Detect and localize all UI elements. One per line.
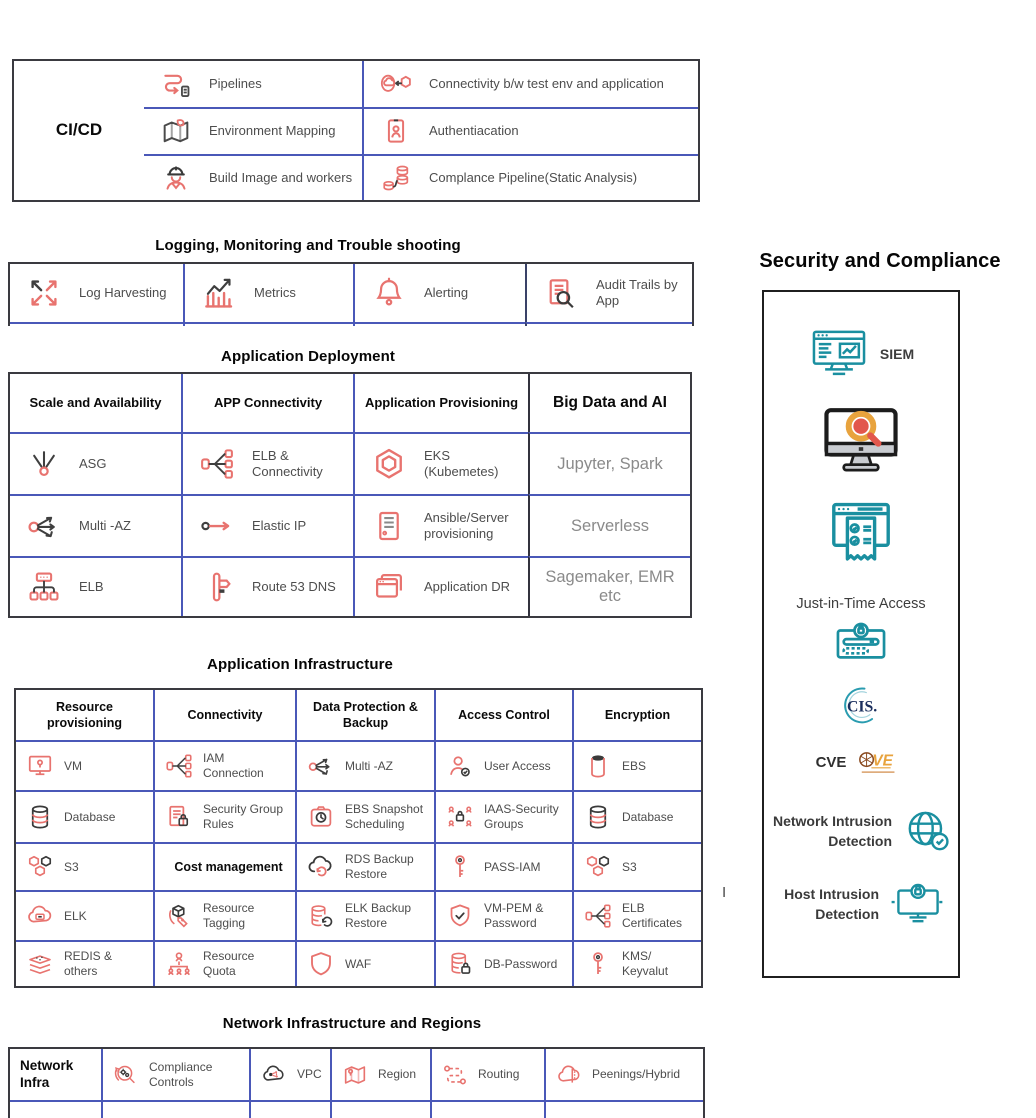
column-header: Encryption — [572, 690, 701, 740]
divider — [10, 322, 183, 326]
log-harvesting-icon — [25, 274, 63, 312]
resource-quota-icon — [164, 949, 194, 979]
routing-icon — [441, 1061, 469, 1089]
jit-login-item — [764, 618, 958, 666]
cell-label: Alerting — [424, 284, 469, 300]
table-cell — [572, 940, 701, 986]
cicd-label: CI/CD — [55, 120, 103, 140]
cell-label: Resource Quota — [203, 949, 255, 978]
cis-item — [764, 684, 958, 726]
table-cell — [330, 1049, 430, 1100]
app-deployment-section-title: Application Deployment — [221, 348, 395, 365]
authentication-icon — [379, 114, 413, 148]
table-cell — [572, 740, 701, 790]
compliance-checklist-icon — [829, 500, 893, 568]
eks-icon — [370, 445, 408, 483]
compliance-checklist-item — [764, 500, 958, 568]
table-cell — [144, 154, 362, 200]
cell-label: Compliance Controls — [149, 1059, 213, 1089]
cell-label: Audit Trails by App — [596, 276, 678, 308]
connectivity-test-icon — [379, 67, 413, 101]
logging-table — [8, 262, 694, 326]
column-header: APP Connectivity — [181, 374, 353, 432]
cell-label: VM — [64, 758, 82, 773]
table-cell — [572, 890, 701, 940]
table-cell — [434, 740, 572, 790]
cell-label: Complance Pipeline(Static Analysis) — [429, 169, 638, 185]
app-infrastructure-grid — [16, 690, 701, 986]
divider — [101, 1100, 249, 1118]
compliance-pipeline-icon — [379, 161, 413, 195]
divider — [544, 1100, 703, 1118]
divider — [183, 322, 353, 326]
table-cell — [153, 790, 295, 842]
cell-label: ASG — [79, 455, 107, 471]
table-cell: Cost management — [153, 842, 295, 890]
cell-label: Log Harvesting — [79, 284, 167, 300]
column-header: Resource provisioning — [47, 699, 122, 730]
redis-icon — [25, 949, 55, 979]
cell-label: EBS Snapshot Scheduling — [345, 802, 424, 831]
table-cell — [153, 890, 295, 940]
table-cell — [181, 432, 353, 494]
cell-label: VPC — [297, 1067, 322, 1081]
application-dr-icon — [370, 568, 408, 606]
elk-backup-icon — [306, 901, 336, 931]
database-icon — [583, 802, 613, 832]
table-cell — [16, 842, 153, 890]
cell-label: VM-PEM & Password — [484, 901, 544, 930]
table-cell — [183, 264, 353, 322]
cis-logo — [835, 684, 887, 726]
cell-label: ELB Certificates — [622, 901, 683, 930]
multi-az-icon — [25, 507, 63, 545]
kms-icon — [583, 949, 613, 979]
table-cell — [430, 1049, 544, 1100]
cell-label: Pipelines — [209, 76, 262, 92]
cell-label: WAF — [345, 956, 372, 971]
table-cell — [434, 842, 572, 890]
cell-label: PASS-IAM — [484, 859, 541, 874]
region-icon — [341, 1061, 369, 1089]
table-cell — [295, 890, 434, 940]
database-icon — [25, 802, 55, 832]
divider — [430, 1100, 544, 1118]
peerings-icon — [555, 1061, 583, 1089]
table-cell — [249, 1049, 330, 1100]
cell-label: Peenings/Hybrid — [592, 1067, 681, 1081]
cell-label: Environment Mapping — [209, 123, 336, 139]
cell-label: Security Group Rules — [203, 802, 284, 831]
table-cell — [10, 264, 183, 322]
siem-icon — [808, 328, 870, 380]
table-cell — [544, 1049, 703, 1100]
siem-item — [764, 328, 958, 380]
column-header: Connectivity — [153, 690, 295, 740]
table-cell — [16, 790, 153, 842]
table-cell — [572, 842, 701, 890]
column-header: Big Data and AI — [528, 374, 690, 432]
cell-label: EKS (Kubemetes) — [424, 447, 499, 479]
elb-connectivity-icon — [198, 445, 236, 483]
table-cell — [434, 790, 572, 842]
monitor-scan-icon — [819, 404, 903, 478]
security-group-rules-icon — [164, 802, 194, 832]
cell-label: IAAS-Security Groups — [484, 802, 559, 831]
logging-grid — [10, 264, 692, 326]
cell-label: Region — [378, 1067, 417, 1081]
cell-label: ELK — [64, 908, 87, 923]
table-cell — [362, 61, 698, 107]
cell-label: ELK Backup Restore — [345, 901, 412, 930]
app-infrastructure-table — [14, 688, 703, 988]
rds-backup-icon — [306, 852, 336, 882]
siem-label: SIEM — [879, 346, 915, 362]
elk-icon — [25, 901, 55, 931]
cell-label: KMS/ Keyvalut — [622, 949, 669, 978]
environment-mapping-icon — [159, 114, 193, 148]
cve-item — [764, 748, 958, 777]
column-header: Data Protection & Backup — [295, 690, 434, 740]
table-cell — [295, 740, 434, 790]
host-intrusion-item — [764, 882, 958, 928]
divider — [330, 1100, 430, 1118]
cell-label: REDIS & others — [64, 949, 113, 978]
table-cell — [181, 494, 353, 556]
table-cell — [362, 154, 698, 200]
network-infra-label: Network Infra — [20, 1058, 74, 1090]
monitor-scan-item — [764, 404, 958, 478]
table-cell — [434, 890, 572, 940]
table-cell — [16, 940, 153, 986]
metrics-icon — [200, 274, 238, 312]
network-table — [8, 1047, 705, 1118]
vm-icon — [25, 751, 55, 781]
cell-label: S3 — [622, 859, 637, 874]
table-cell: Jupyter, Spark — [528, 432, 690, 494]
pipelines-icon — [159, 67, 193, 101]
table-cell — [16, 740, 153, 790]
cell-label: EBS — [622, 758, 647, 773]
divider — [353, 322, 525, 326]
table-cell — [525, 264, 692, 322]
waf-icon — [306, 949, 336, 979]
table-cell — [295, 940, 434, 986]
cell-label: Metrics — [254, 284, 296, 300]
elastic-ip-icon — [198, 507, 236, 545]
ebs-icon — [583, 751, 613, 781]
cell-label: S3 — [64, 859, 79, 874]
table-cell: Sagemaker, EMR etc — [528, 556, 690, 616]
cell-label: Multi -AZ — [345, 758, 393, 773]
cicd-grid — [14, 61, 698, 200]
column-header: Application Provisioning — [353, 374, 528, 432]
cell-label: User Access — [484, 758, 551, 773]
cell-label: ELB & Connectivity — [252, 447, 323, 479]
app-deployment-grid — [10, 374, 690, 616]
table-cell — [144, 61, 362, 107]
table-cell — [16, 890, 153, 940]
host-intrusion-icon — [889, 882, 947, 928]
table-cell — [153, 740, 295, 790]
security-panel — [762, 290, 960, 978]
security-section-title: Security and Compliance — [759, 250, 1001, 272]
network-intrusion-icon — [902, 806, 954, 858]
cell-label: ELB — [79, 578, 104, 594]
table-cell — [362, 107, 698, 153]
table-cell: Serverless — [528, 494, 690, 556]
cell-label: Database — [622, 809, 674, 824]
cell-label: Route 53 DNS — [252, 578, 336, 594]
cell-label: Elastic IP — [252, 517, 307, 533]
logging-section-title: Logging, Monitoring and Trouble shooting — [155, 237, 461, 254]
divider — [525, 322, 692, 326]
table-cell — [101, 1049, 249, 1100]
table-cell — [353, 494, 528, 556]
app-infrastructure-section-title: Application Infrastructure — [207, 656, 393, 673]
cell-label: Build Image and workers — [209, 169, 353, 185]
network-intrusion-label: Network Intrusion Detection — [772, 813, 892, 849]
table-cell — [353, 432, 528, 494]
cicd-table — [12, 59, 700, 202]
cell-label: Authentiacation — [429, 123, 519, 139]
table-cell — [572, 790, 701, 842]
cell-label: DB-Password — [484, 956, 558, 971]
cell-label: Database — [64, 809, 116, 824]
user-access-icon — [445, 751, 475, 781]
cell-label: Connectivity b/w test env and application — [429, 76, 664, 92]
elb-certificates-icon — [583, 901, 613, 931]
cell-label: Routing — [478, 1067, 520, 1081]
stray-mark: I — [722, 884, 727, 901]
table-cell — [10, 432, 181, 494]
db-password-icon — [445, 949, 475, 979]
s3-icon — [25, 852, 55, 882]
compliance-controls-icon — [112, 1061, 140, 1089]
jit-access-label: Just-in-Time Access — [796, 596, 926, 612]
table-cell — [353, 556, 528, 616]
cve-logo — [856, 748, 906, 777]
table-cell — [153, 940, 295, 986]
alerting-icon — [370, 274, 408, 312]
network-intrusion-item — [764, 806, 958, 858]
iam-connection-icon — [164, 751, 194, 781]
vpc-icon — [260, 1061, 288, 1089]
network-grid — [10, 1049, 703, 1118]
divider — [249, 1100, 330, 1118]
iaas-security-groups-icon — [445, 802, 475, 832]
elb-icon — [25, 568, 63, 606]
asg-icon — [25, 445, 63, 483]
vm-pem-icon — [445, 901, 475, 931]
multi-az-icon — [306, 751, 336, 781]
cell-label: IAM Connection — [203, 751, 264, 780]
cell-label: RDS Backup Restore — [345, 852, 414, 881]
column-header: Access Control — [434, 690, 572, 740]
cell-label: Multi -AZ — [79, 517, 131, 533]
s3-icon — [583, 852, 613, 882]
pass-iam-icon — [445, 852, 475, 882]
app-deployment-table — [8, 372, 692, 618]
table-cell — [295, 790, 434, 842]
cell-label: Ansible/Server provisioning — [424, 509, 509, 541]
column-header: Scale and Availability — [29, 394, 162, 410]
jit-login-icon — [832, 618, 890, 666]
table-cell — [144, 107, 362, 153]
table-cell — [181, 556, 353, 616]
table-cell — [10, 494, 181, 556]
build-image-icon — [159, 161, 193, 195]
ebs-snapshot-icon — [306, 802, 336, 832]
cell-label: Application DR — [424, 578, 510, 594]
cell-label: Resource Tagging — [203, 901, 255, 930]
divider — [10, 1100, 101, 1118]
audit-trails-icon — [542, 274, 580, 312]
table-cell — [10, 556, 181, 616]
route53-icon — [198, 568, 236, 606]
ansible-icon — [370, 507, 408, 545]
network-section-title: Network Infrastructure and Regions — [222, 1015, 482, 1032]
table-cell — [295, 842, 434, 890]
resource-tagging-icon — [164, 901, 194, 931]
cve-label: CVE — [815, 754, 847, 771]
host-intrusion-label: Host Intrusion Detection — [784, 886, 879, 922]
table-cell — [353, 264, 525, 322]
table-cell — [434, 940, 572, 986]
